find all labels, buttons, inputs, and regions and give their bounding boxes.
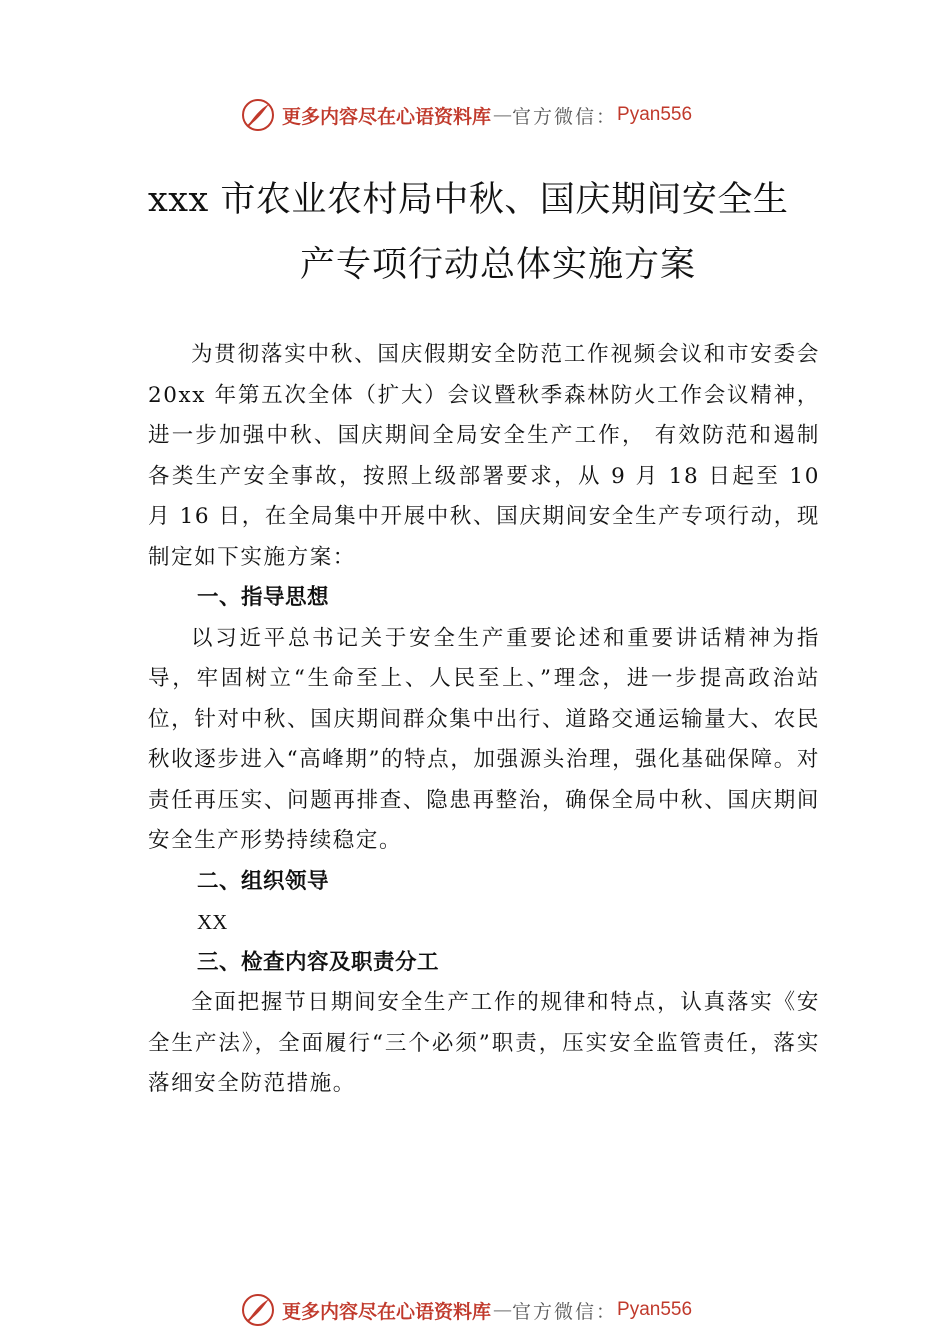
document-title-line-2: 产专项行动总体实施方案 bbox=[300, 245, 697, 285]
section-2-paragraph: XX bbox=[197, 910, 228, 934]
section-2-heading: 二、组织领导 bbox=[197, 868, 330, 894]
watermark-account: Pyan556 bbox=[617, 1299, 693, 1320]
section-1-paragraph: 以习近平总书记关于安全生产重要论述和重要讲话精神为指导，牢固树立“生命至上、人民至上、”理念，进一步提高政治站位，针对中秋、国庆期间群众集中出行、道路交通运输量大、农民秋收逐步进入“高峰期”的特点，加强源头治理，强化基础保障。对责任再压实、问题再排查、隐患再整治，确保全局中秋、国庆期间安全生产形势持续稳定。 bbox=[148, 625, 820, 853]
document-title-line-1: xxx 市农业农村局中秋、国庆期间安全生 bbox=[148, 180, 789, 220]
section-3-heading: 三、检查内容及职责分工 bbox=[197, 949, 440, 975]
section-1-heading: 一、指导思想 bbox=[197, 585, 330, 610]
watermark-brand-text: 更多内容尽在心语资料库 bbox=[282, 1300, 492, 1323]
intro-paragraph: 为贯彻落实中秋、国庆假期安全防范工作视频会议和市安委会 20xx 年第五次全体（扩大）会议暨秋季森林防火工作会议精神，进一步加强中秋、国庆期间全局安全生产工作， 有效防范和遏制各类生产安全事故，按照上级部署要求，从 9 月 18 日起至 10 月 16 日，在全局集中开展中秋、国庆期间安全生产专项行动，现制定如下实施方案： bbox=[148, 342, 820, 570]
watermark-dash: — bbox=[493, 1299, 511, 1321]
watermark-wechat-label: 官方微信： bbox=[512, 105, 618, 128]
section-3-paragraph: 全面把握节日期间安全生产工作的规律和特点，认真落实《安全生产法》，全面履行“三个必须”职责，压实安全监管责任，落实落细安全防范措施。 bbox=[148, 990, 820, 1096]
watermark-account: Pyan556 bbox=[617, 104, 693, 125]
watermark-banner-bottom bbox=[240, 1290, 760, 1330]
watermark-dash: — bbox=[493, 104, 511, 126]
watermark-wechat-label: 官方微信： bbox=[512, 1300, 618, 1323]
watermark-banner-top bbox=[240, 95, 760, 135]
quill-pen-circle-icon bbox=[240, 97, 276, 133]
watermark-brand-text: 更多内容尽在心语资料库 bbox=[282, 105, 492, 128]
quill-pen-circle-icon bbox=[240, 1292, 276, 1328]
document-body bbox=[148, 335, 820, 1105]
